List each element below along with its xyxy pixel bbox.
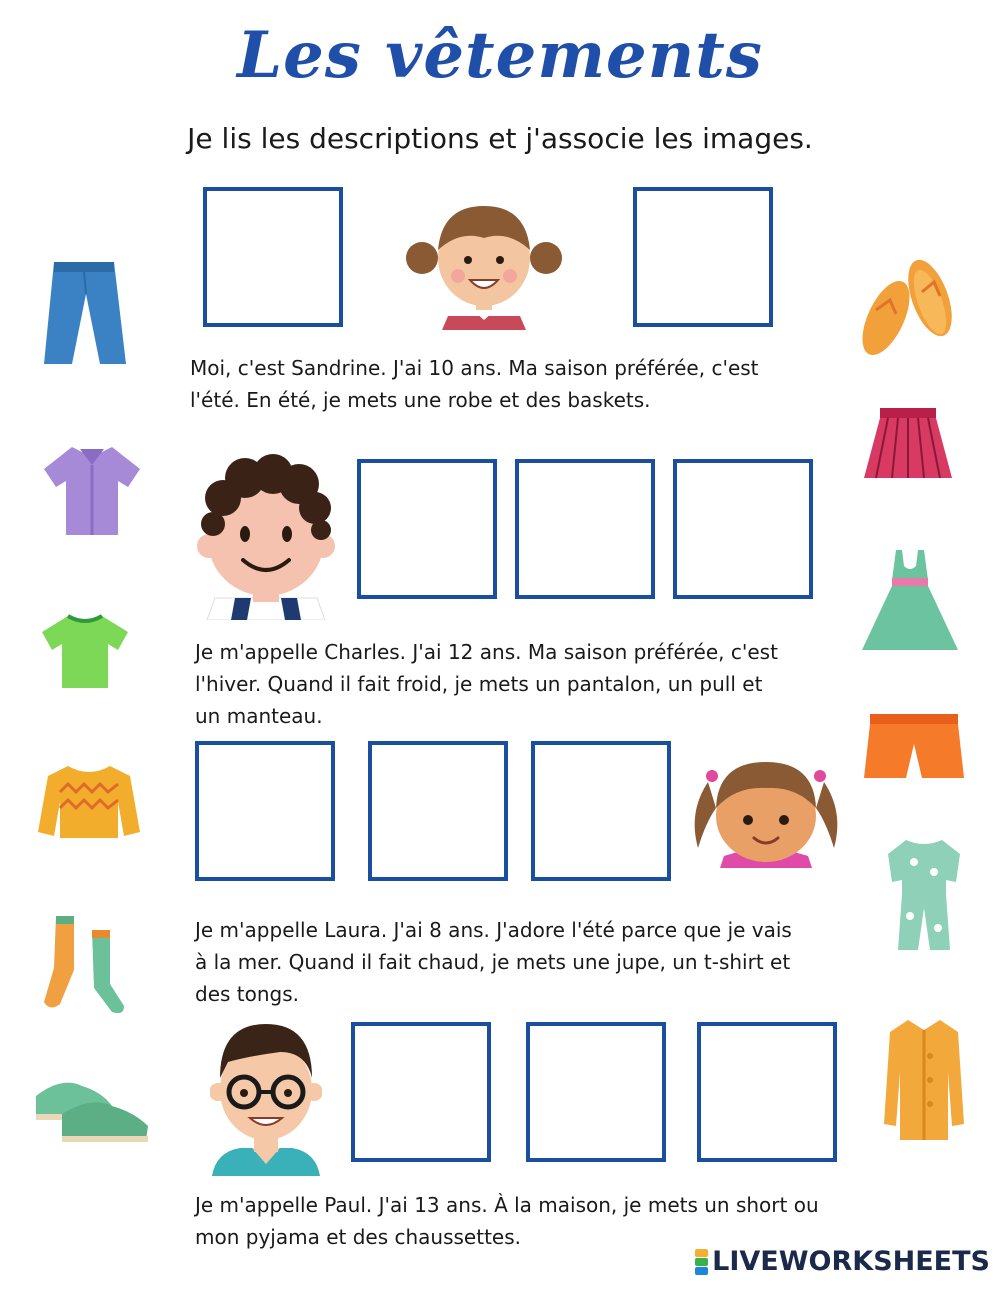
answer-box[interactable] <box>195 741 335 881</box>
socks-image[interactable] <box>40 912 132 1016</box>
dress-image[interactable] <box>858 546 962 656</box>
answer-box[interactable] <box>531 741 671 881</box>
charles-face-image <box>193 448 339 620</box>
tshirt-image[interactable] <box>40 612 130 692</box>
answer-box[interactable] <box>368 741 508 881</box>
answer-box[interactable] <box>697 1022 837 1162</box>
laura-face-image <box>686 752 846 868</box>
sneakers-image[interactable] <box>32 1066 152 1146</box>
shorts-image[interactable] <box>862 710 966 782</box>
blouse-image[interactable] <box>40 443 144 539</box>
flip-flops-image[interactable] <box>846 252 962 364</box>
pyjamas-image[interactable] <box>884 836 964 954</box>
description-laura: Je m'appelle Laura. J'ai 8 ans. J'adore l'été parce que je vais à la mer. Quand il fait chaud, je mets une jupe, un t-shirt et des tongs. <box>195 918 792 1006</box>
footer-brand <box>695 1246 990 1277</box>
sandrine-face-image <box>404 186 564 330</box>
answer-box[interactable] <box>203 187 343 327</box>
answer-box[interactable] <box>351 1022 491 1162</box>
description-paul: Je m'appelle Paul. J'ai 13 ans. À la maison, je mets un short ou mon pyjama et des chaussettes. <box>195 1193 819 1249</box>
page-title: Les vêtements <box>237 18 763 93</box>
answer-box[interactable] <box>515 459 655 599</box>
sweater-image[interactable] <box>36 762 142 842</box>
answer-box[interactable] <box>526 1022 666 1162</box>
instruction-text: Je lis les descriptions et j'associe les images. <box>187 122 813 155</box>
coat-image[interactable] <box>882 1016 966 1146</box>
description-sandrine: Moi, c'est Sandrine. J'ai 10 ans. Ma saison préférée, c'est l'été. En été, je mets une robe et des baskets. <box>190 356 759 412</box>
answer-box[interactable] <box>673 459 813 599</box>
answer-box[interactable] <box>357 459 497 599</box>
paul-face-image <box>210 1016 322 1176</box>
description-charles: Je m'appelle Charles. J'ai 12 ans. Ma saison préférée, c'est l'hiver. Quand il fait froid, je mets un pantalon, un pull et un manteau. <box>195 640 778 728</box>
liveworksheets-logo-icon <box>695 1249 708 1275</box>
brand-text: LIVEWORKSHEETS <box>712 1246 990 1277</box>
jeans-image[interactable] <box>38 258 130 370</box>
answer-box[interactable] <box>633 187 773 327</box>
skirt-image[interactable] <box>862 404 954 482</box>
